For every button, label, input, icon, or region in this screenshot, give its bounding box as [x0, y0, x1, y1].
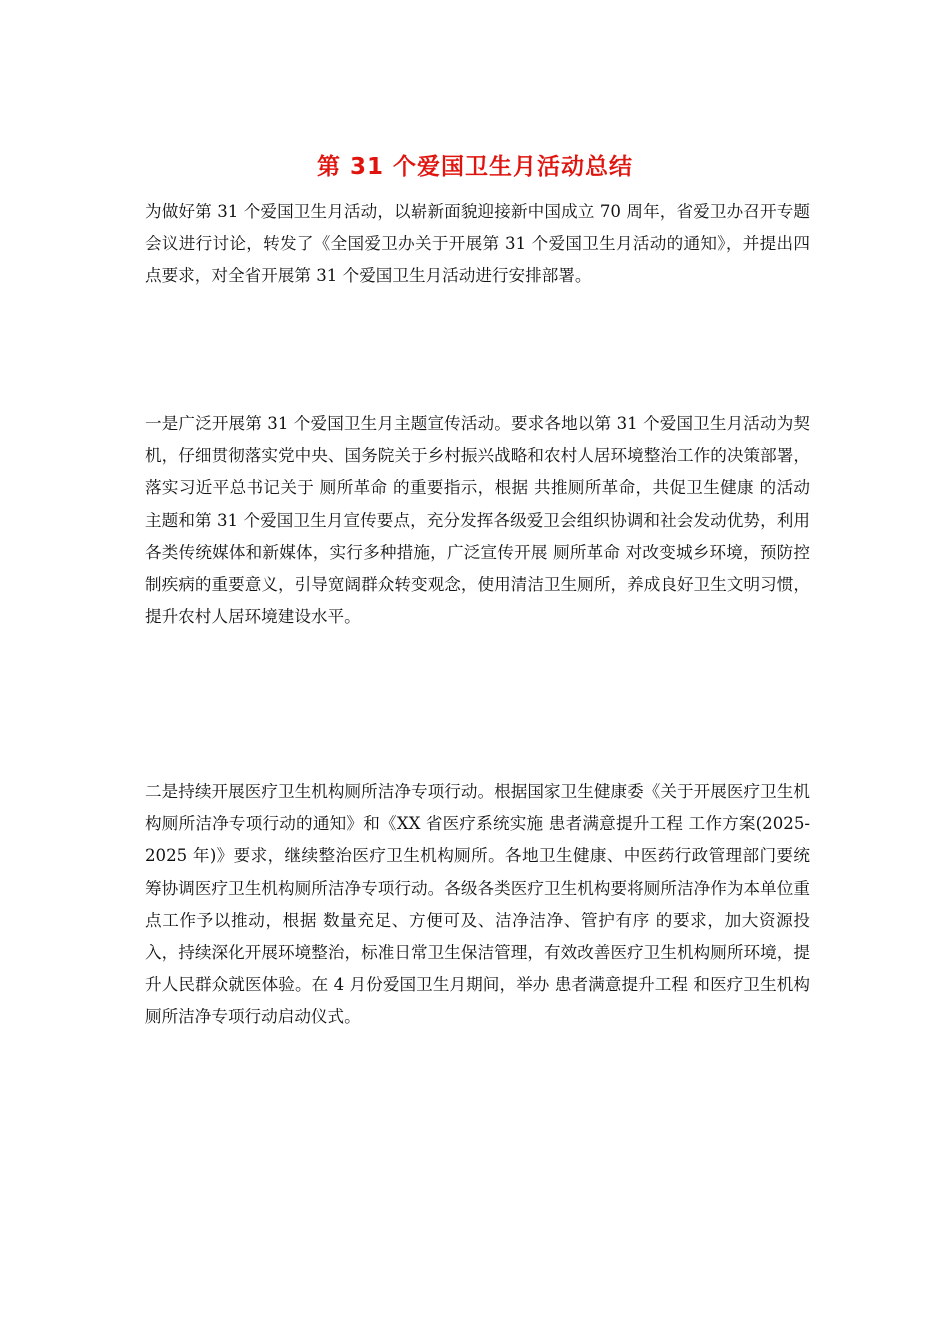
- paragraph-point-one: 一是广泛开展第 31 个爱国卫生月主题宣传活动。要求各地以第 31 个爱国卫生月活动为契机，仔细贯彻落实党中央、国务院关于乡村振兴战略和农村人居环境整治工作的决策部署，落实习近平总书记关于 厕所革命 的重要指示，根据 共推厕所革命，共促卫生健康 的活动主题和第 31 个爱国卫生月宣传要点，充分发挥各级爱卫会组织协调和社会发动优势，利用各类传统媒体和新媒体，实行多种措施，广泛宣传开展 厕所革命 对改变城乡环境，预防控制疾病的重要意义，引导宽阔群众转变观念，使用清洁卫生厕所，养成良好卫生文明习惯，提升农村人居环境建设水平。: [145, 414, 810, 627]
- document-title: 第 31 个爱国卫生月活动总结: [316, 154, 634, 180]
- paragraph-intro: 为做好第 31 个爱国卫生月活动，以崭新面貌迎接新中国成立 70 周年，省爱卫办召开专题会议进行讨论，转发了《全国爱卫办关于开展第 31 个爱国卫生月活动的通知》，并提出四点要求，对全省开展第 31 个爱国卫生月活动进行安排部署。: [145, 202, 810, 286]
- paragraph-point-two: 二是持续开展医疗卫生机构厕所洁净专项行动。根据国家卫生健康委《关于开展医疗卫生机构厕所洁净专项行动的通知》和《XX 省医疗系统实施 患者满意提升工程 工作方案(2025-2025 年)》要求，继续整治医疗卫生机构厕所。各地卫生健康、中医药行政管理部门要统筹协调医疗卫生机构厕所洁净专项行动。各级各类医疗卫生机构要将厕所洁净作为本单位重点工作予以推动，根据 数量充足、方便可及、洁净洁净、管护有序 的要求，加大资源投入，持续深化开展环境整治，标准日常卫生保洁管理，有效改善医疗卫生机构厕所环境，提升人民群众就医体验。在 4 月份爱国卫生月期间，举办 患者满意提升工程 和医疗卫生机构厕所洁净专项行动启动仪式。: [145, 782, 810, 1027]
